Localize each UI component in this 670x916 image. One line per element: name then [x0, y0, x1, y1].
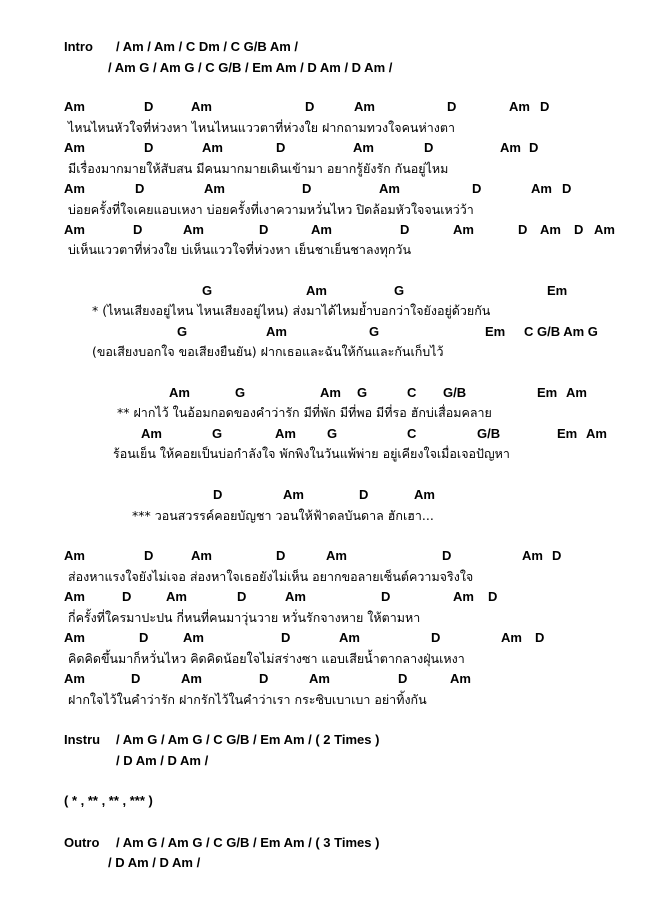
chord: D [518, 222, 528, 237]
chord: G [235, 385, 246, 400]
chord: D [281, 630, 291, 645]
chord: D [276, 548, 286, 563]
chord: D [424, 140, 434, 155]
chord: D [562, 181, 572, 196]
chord: Am [309, 671, 330, 686]
lyric-line: ร้อนเย็น ให้คอยเป็นบ่อกำลังใจ พักพิงในวันแพ้พ่าย อยู่เคียงใจเมื่อเจอปัญหา [113, 446, 510, 461]
lyric-line: * (ไหนเสียงอยู่ไหน ไหนเสียงอยู่ไหน) ส่งมาได้ไหมย้ำบอกว่าใจยังอยู่ด้วยกัน [92, 303, 491, 318]
chord: D [135, 181, 145, 196]
lyric-line: กี่ครั้งที่ใครมาปะปน กี่หนที่คนมาวุ่นวาย หวั่นรักจางหาย ให้ตามหา [68, 610, 421, 625]
chord: Am [354, 99, 375, 114]
chord: Am [586, 426, 607, 441]
chord: Am [509, 99, 530, 114]
chord: D [305, 99, 315, 114]
outro-line-2: / D Am / D Am / [108, 855, 201, 870]
chord: Am [183, 630, 204, 645]
chord: D [472, 181, 482, 196]
lyric-line: ไหนไหนหัวใจที่ห่วงหา ไหนไหนแววตาที่ห่วงใย ฝากถามทวงใจคนห่างตา [68, 120, 455, 135]
chord: D [139, 630, 149, 645]
chord: Am [566, 385, 587, 400]
chord: Am [320, 385, 341, 400]
lyric-line: ** ฝากไว้ ในอ้อมกอดของคำว่ารัก มีที่พัก มีที่พอ มีที่รอ ฮักบ่เสื่อมคลาย [117, 405, 492, 420]
chord: Am [283, 487, 304, 502]
chord: Am [531, 181, 552, 196]
chord: Am [183, 222, 204, 237]
chord: D [237, 589, 247, 604]
chord: G [202, 283, 213, 298]
chord: Em [557, 426, 578, 441]
chord: D [447, 99, 457, 114]
chord: D [276, 140, 286, 155]
chord: Am [191, 548, 212, 563]
chord: D [131, 671, 141, 686]
chord: C [407, 385, 417, 400]
intro-line-2: / Am G / Am G / C G/B / Em Am / D Am / D Am / [108, 60, 393, 75]
chord: Am [64, 140, 85, 155]
outro-line-1: / Am G / Am G / C G/B / Em Am / ( 3 Times ) [116, 835, 380, 850]
chord: Am [326, 548, 347, 563]
chord: D [302, 181, 312, 196]
chord: Am [306, 283, 327, 298]
chord: Am [202, 140, 223, 155]
instru-line-1: / Am G / Am G / C G/B / Em Am / ( 2 Times ) [116, 732, 380, 747]
chord: D [488, 589, 498, 604]
repeat-order: ( * , ** , ** , *** ) [64, 793, 153, 808]
lyric-line: ส่องหาแรงใจยังไม่เจอ ส่องหาใจเธอยังไม่เห็น อยากขอลายเซ็นต์ความจริงใจ [68, 569, 474, 584]
chord: C [407, 426, 417, 441]
chord: Am [141, 426, 162, 441]
chord: Am [285, 589, 306, 604]
chord: G/B [477, 426, 501, 441]
chord: D [529, 140, 539, 155]
chord: D [144, 140, 154, 155]
chord: Am [64, 589, 85, 604]
chord: Em [485, 324, 506, 339]
lyric-line: (ขอเสียงบอกใจ ขอเสียงยืนยัน) ฝากเธอและฉันให้กันและกันเก็บไว้ [92, 344, 444, 359]
chord: Em [547, 283, 568, 298]
chord: D [574, 222, 584, 237]
chord: D [122, 589, 132, 604]
chord: Am [166, 589, 187, 604]
lyric-line: บ่เห็นแววตาที่ห่วงใย บ่เห็นแววใจที่ห่วงหา เย็นชาเย็นชาลงทุกวัน [68, 242, 411, 257]
chord: D [535, 630, 545, 645]
chord: D [359, 487, 369, 502]
chord: D [400, 222, 410, 237]
chord: D [398, 671, 408, 686]
chord: Am [522, 548, 543, 563]
chord: D [259, 222, 269, 237]
chord: Am [181, 671, 202, 686]
chord: G/B [443, 385, 467, 400]
chord: Am [450, 671, 471, 686]
chord: Am [204, 181, 225, 196]
chord: Am [64, 630, 85, 645]
chord: Am [594, 222, 615, 237]
chord: G [212, 426, 223, 441]
chord: D [213, 487, 223, 502]
chord: Am [414, 487, 435, 502]
chord: Am [169, 385, 190, 400]
instru-line-2: / D Am / D Am / [116, 753, 209, 768]
chord: D [133, 222, 143, 237]
chord: G [177, 324, 188, 339]
chord: Am [379, 181, 400, 196]
chord: Em [537, 385, 558, 400]
chord: Am [501, 630, 522, 645]
chord: Am [64, 671, 85, 686]
intro-label: Intro [64, 39, 93, 54]
chord: Am [353, 140, 374, 155]
chord: Am [64, 99, 85, 114]
chord: Am [540, 222, 561, 237]
chord: D [381, 589, 391, 604]
chord: Am [311, 222, 332, 237]
lyric-line: *** วอนสวรรค์คอยบัญชา วอนให้ฟ้าดลบันดาล ฮักเฮา... [132, 508, 434, 523]
chord: G [327, 426, 338, 441]
chord: D [144, 548, 154, 563]
chord: Am [339, 630, 360, 645]
chord: D [259, 671, 269, 686]
chord: D [540, 99, 550, 114]
chord: Am [64, 548, 85, 563]
chord: G [394, 283, 405, 298]
chord: Am [191, 99, 212, 114]
chord: Am [275, 426, 296, 441]
lyric-line: มีเรื่องมากมายให้สับสน มีคนมากมายเดินเข้ามา อยากรู้ยังรัก กันอยู่ไหม [68, 161, 449, 176]
instru-label: Instru [64, 732, 101, 747]
chord: C G/B Am G [524, 324, 598, 339]
chord: Am [64, 222, 85, 237]
chord: Am [266, 324, 287, 339]
chord: Am [453, 589, 474, 604]
chord: D [552, 548, 562, 563]
intro-line-1: / Am / Am / C Dm / C G/B Am / [116, 39, 299, 54]
chord: D [431, 630, 441, 645]
chord: Am [64, 181, 85, 196]
chord: Am [453, 222, 474, 237]
lyric-line: ฝากใจไว้ในคำว่ารัก ฝากรักไว้ในคำว่าเรา กระซิบเบาเบา อย่าทิ้งกัน [68, 692, 427, 707]
chord: D [442, 548, 452, 563]
chord: G [369, 324, 380, 339]
chord: D [144, 99, 154, 114]
outro-label: Outro [64, 835, 100, 850]
chord: G [357, 385, 368, 400]
lyric-line: บ่อยครั้งที่ใจเคยแอบเหงา บ่อยครั้งที่เงาความหวั่นไหว ปิดล้อมหัวใจจนเหว่ว้า [68, 202, 474, 217]
chord: Am [500, 140, 521, 155]
lyric-line: คิดคิดขึ้นมาก็หวั่นไหว คิดคิดน้อยใจไม่สร่างซา แอบเสียน้ำตากลางฝุ่นเหงา [68, 651, 465, 666]
